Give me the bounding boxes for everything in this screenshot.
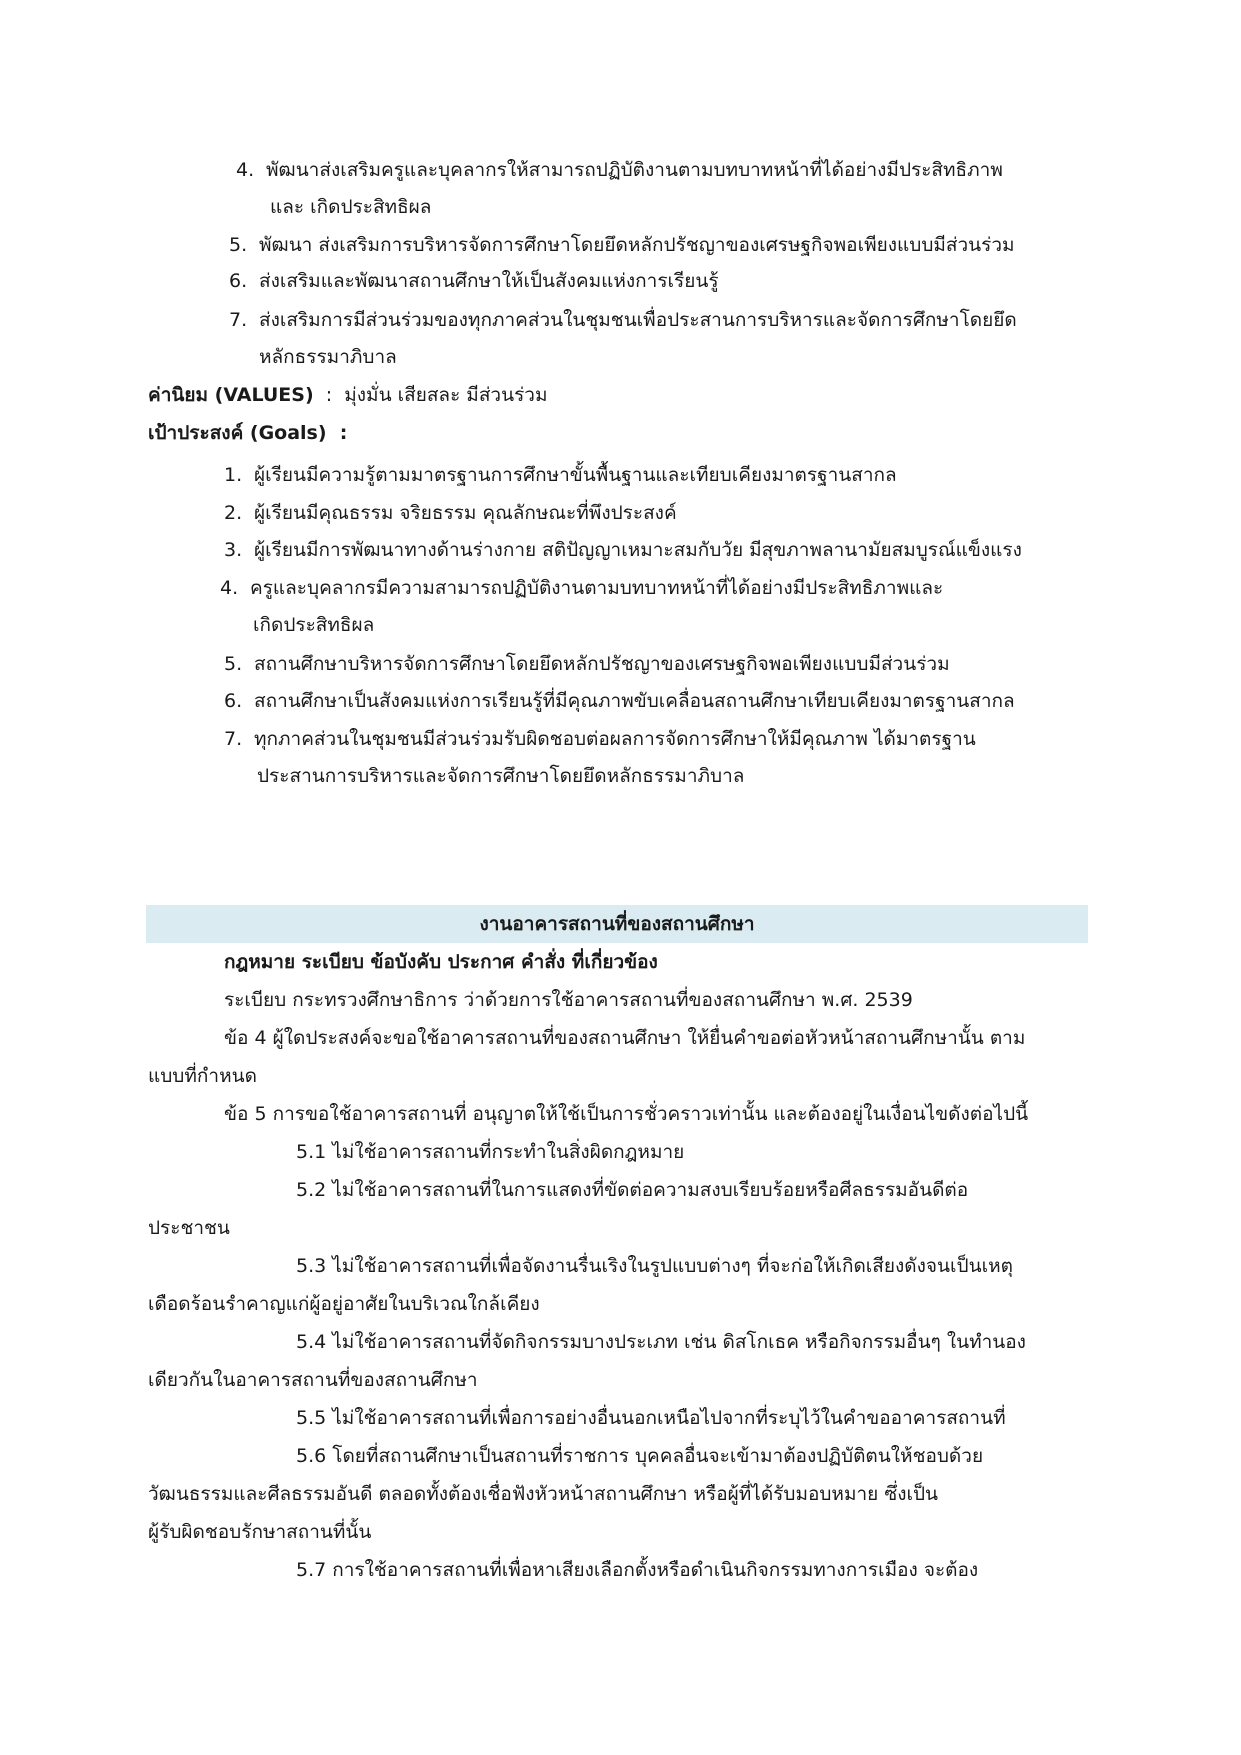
law-heading: กฎหมาย ระเบียบ ข้อบังคับ ประกาศ คำสั่ง ที่เกี่ยวข้อง — [224, 951, 658, 973]
list-number: 5. — [224, 653, 243, 675]
goal-item-3 — [224, 535, 1022, 565]
list-number: 2. — [224, 502, 243, 524]
goal-item-1 — [224, 460, 897, 490]
subclause-5-3: 5.3 ไม่ใช้อาคารสถานที่เพื่อจัดงานรื่นเริงในรูปแบบต่างๆ ที่จะก่อให้เกิดเสียงดังจนเป็นเหตุ — [296, 1255, 1013, 1277]
list-number: 4. — [220, 577, 239, 599]
list-number: 7. — [224, 728, 243, 750]
list-text: ส่งเสริมและพัฒนาสถานศึกษาให้เป็นสังคมแห่งการเรียนรู้ — [259, 270, 719, 292]
subclause-5-6-cont2: ผู้รับผิดชอบรักษาสถานที่นั้น — [148, 1521, 372, 1543]
values-line — [148, 380, 548, 410]
subclause-5-5: 5.5 ไม่ใช้อาคารสถานที่เพื่อการอย่างอื่นนอกเหนือไปจากที่ระบุไว้ในคำขออาคารสถานที่ — [296, 1407, 1006, 1429]
list-text: สถานศึกษาเป็นสังคมแห่งการเรียนรู้ที่มีคุณภาพขับเคลื่อนสถานศึกษาเทียบเคียงมาตรฐานสากล — [254, 690, 1015, 712]
list-text: พัฒนา ส่งเสริมการบริหารจัดการศึกษาโดยยึดหลักปรัชญาของเศรษฐกิจพอเพียงแบบมีส่วนร่วม — [259, 234, 1015, 256]
goal-item-4-cont: เกิดประสิทธิผล — [253, 614, 375, 636]
goals-sep: : — [339, 422, 348, 444]
subclause-5-6: 5.6 โดยที่สถานศึกษาเป็นสถานที่ราชการ บุคคลอื่นจะเข้ามาต้องปฏิบัติตนให้ชอบด้วย — [296, 1445, 984, 1467]
list-number: 7. — [229, 309, 248, 331]
list-number: 5. — [229, 234, 248, 256]
list-number: 1. — [224, 464, 243, 486]
subclause-5-2: 5.2 ไม่ใช้อาคารสถานที่ในการแสดงที่ขัดต่อความสงบเรียบร้อยหรือศีลธรรมอันดีต่อ — [296, 1179, 969, 1201]
goal-item-2 — [224, 498, 677, 528]
list-number: 6. — [224, 690, 243, 712]
goals-label: เป้าประสงค์ (Goals) — [148, 422, 327, 444]
list-text: ผู้เรียนมีคุณธรรม จริยธรรม คุณลักษณะที่พึงประสงค์ — [254, 502, 677, 524]
list-text: ผู้เรียนมีความรู้ตามมาตรฐานการศึกษาขั้นพื้นฐานและเทียบเคียงมาตรฐานสากล — [254, 464, 897, 486]
subclause-5-2-cont: ประชาชน — [148, 1217, 230, 1239]
list-text: พัฒนาส่งเสริมครูและบุคลากรให้สามารถปฏิบัติงานตามบทบาทหน้าที่ได้อย่างมีประสิทธิภาพ — [266, 159, 1003, 181]
mission-item-4-cont: และ เกิดประสิทธิผล — [270, 196, 432, 218]
mission-item-5 — [229, 230, 1015, 260]
mission-item-7 — [229, 305, 1017, 335]
list-number: 4. — [236, 159, 255, 181]
list-number: 6. — [229, 270, 248, 292]
goal-item-4 — [220, 573, 943, 603]
subclause-5-7: 5.7 การใช้อาคารสถานที่เพื่อหาเสียงเลือกตั้งหรือดำเนินกิจกรรมทางการเมือง จะต้อง — [296, 1559, 979, 1581]
regulation-title: ระเบียบ กระทรวงศึกษาธิการ ว่าด้วยการใช้อาคารสถานที่ของสถานศึกษา พ.ศ. 2539 — [224, 989, 913, 1011]
mission-item-6 — [229, 266, 719, 296]
section-title-banner: งานอาคารสถานที่ของสถานศึกษา — [146, 905, 1088, 943]
goal-item-7 — [224, 724, 976, 754]
list-text: ผู้เรียนมีการพัฒนาทางด้านร่างกาย สติปัญญาเหมาะสมกับวัย มีสุขภาพลานามัยสมบูรณ์แข็งแรง — [254, 539, 1022, 561]
list-number: 3. — [224, 539, 243, 561]
mission-item-4 — [236, 155, 1003, 185]
subclause-5-4: 5.4 ไม่ใช้อาคารสถานที่จัดกิจกรรมบางประเภท เช่น ดิสโกเธค หรือกิจกรรมอื่นๆ ในทำนอง — [296, 1331, 1026, 1353]
subclause-5-6-cont1: วัฒนธรรมและศีลธรรมอันดี ตลอดทั้งต้องเชื่อฟังหัวหน้าสถานศึกษา หรือผู้ที่ได้รับมอบหมาย ซึ่งเป็น — [148, 1483, 939, 1505]
values-sep: : — [325, 384, 333, 406]
subclause-5-1: 5.1 ไม่ใช้อาคารสถานที่กระทำในสิ่งผิดกฎหมาย — [296, 1141, 685, 1163]
list-text: ทุกภาคส่วนในชุมชนมีส่วนร่วมรับผิดชอบต่อผลการจัดการศึกษาให้มีคุณภาพ ได้มาตรฐาน — [254, 728, 976, 750]
clause-4-line1: ข้อ 4 ผู้ใดประสงค์จะขอใช้อาคารสถานที่ของสถานศึกษา ให้ยื่นคำขอต่อหัวหน้าสถานศึกษานั้น ตาม — [224, 1027, 1026, 1049]
clause-5: ข้อ 5 การขอใช้อาคารสถานที่ อนุญาตให้ใช้เป็นการชั่วคราวเท่านั้น และต้องอยู่ในเงื่อนไขดังต่อไปนี้ — [224, 1103, 1029, 1125]
goal-item-7-cont: ประสานการบริหารและจัดการศึกษาโดยยึดหลักธรรมาภิบาล — [257, 765, 745, 787]
list-text: ครูและบุคลากรมีความสามารถปฏิบัติงานตามบทบาทหน้าที่ได้อย่างมีประสิทธิภาพและ — [250, 577, 944, 599]
values-text: มุ่งมั่น เสียสละ มีส่วนร่วม — [344, 384, 548, 406]
goal-item-6 — [224, 686, 1015, 716]
list-text: สถานศึกษาบริหารจัดการศึกษาโดยยึดหลักปรัชญาของเศรษฐกิจพอเพียงแบบมีส่วนร่วม — [254, 653, 950, 675]
list-text: ส่งเสริมการมีส่วนร่วมของทุกภาคส่วนในชุมชนเพื่อประสานการบริหารและจัดการศึกษาโดยยึด — [259, 309, 1017, 331]
mission-item-7-cont: หลักธรรมาภิบาล — [259, 346, 397, 368]
subclause-5-3-cont: เดือดร้อนรำคาญแก่ผู้อยู่อาศัยในบริเวณใกล้เคียง — [148, 1293, 540, 1315]
goals-heading — [148, 418, 347, 448]
goal-item-5 — [224, 649, 950, 679]
clause-4-line2: แบบที่กำหนด — [148, 1065, 257, 1087]
values-label: ค่านิยม (VALUES) — [148, 384, 314, 406]
subclause-5-4-cont: เดียวกันในอาคารสถานที่ของสถานศึกษา — [148, 1369, 478, 1391]
